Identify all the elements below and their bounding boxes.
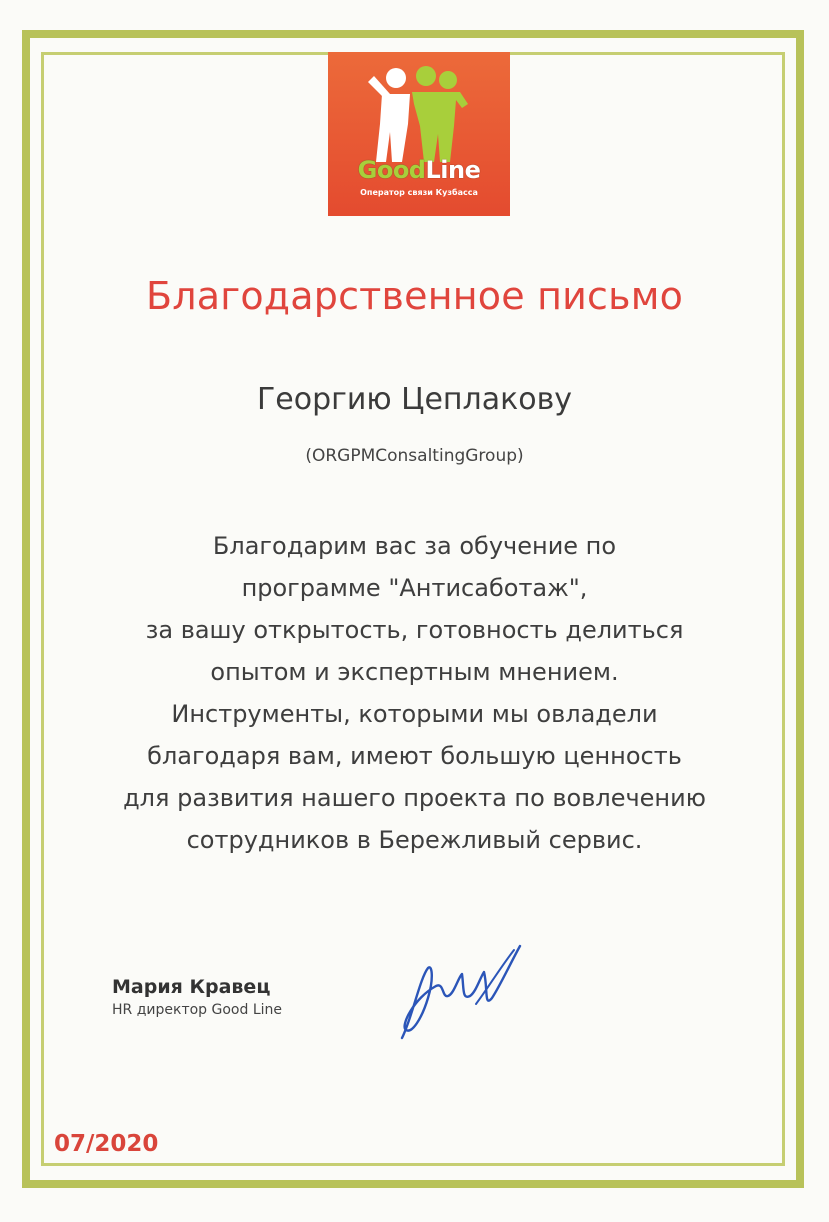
- letter-body: [0, 525, 829, 861]
- logo-brand-line: Line: [425, 156, 481, 184]
- people-icon: [368, 64, 470, 164]
- signer-name: Мария Кравец: [112, 976, 271, 998]
- signer-block: [112, 976, 282, 1018]
- logo-tagline: Оператор связи Кузбасса: [360, 188, 478, 197]
- body-line: Благодарим вас за обучение по: [212, 532, 617, 560]
- body-line: опытом и экспертным мнением.: [210, 658, 619, 686]
- body-line: благодаря вам, имеют большую ценность: [147, 742, 682, 770]
- handwritten-signature: [392, 938, 528, 1048]
- body-line: за вашу открытость, готовность делиться: [145, 616, 684, 644]
- letter-date: 07/2020: [54, 1131, 159, 1157]
- letter-title: Благодарственное письмо: [145, 274, 684, 318]
- body-line: Инструменты, которыми мы овладели: [171, 700, 658, 728]
- signer-role: HR директор Good Line: [112, 1002, 282, 1018]
- body-line: сотрудников в Бережливый сервис.: [186, 826, 643, 854]
- logo-brand-good: Good: [357, 156, 426, 184]
- recipient-name: Георгию Цеплакову: [256, 382, 573, 417]
- goodline-logo: [328, 52, 510, 216]
- body-line: программе "Антисаботаж",: [241, 574, 588, 602]
- recipient-organization: (ORGPMConsaltingGroup): [305, 446, 524, 466]
- body-line: для развития нашего проекта по вовлечению: [123, 784, 706, 812]
- logo-brand-text: [328, 156, 510, 184]
